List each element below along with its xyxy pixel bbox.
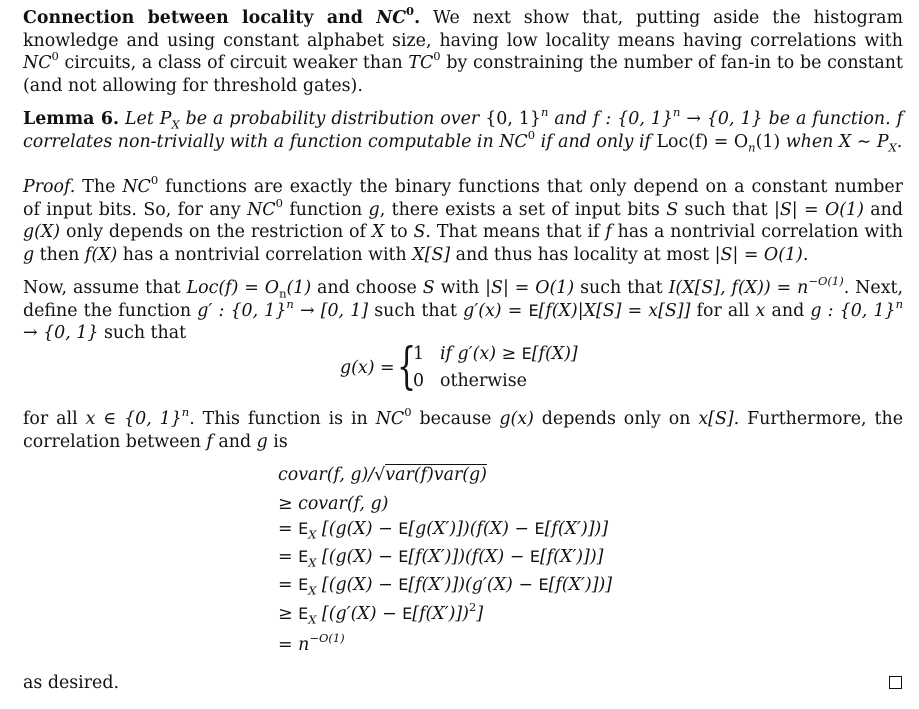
proof-paragraph-2: Now, assume that $Loc(f) = O_n(1)$ and choose S with |S| = O(1) such that I(X[S], $f(X)) = n^{-O(1)}$. Next, define the function g′ : {0, 1}$^n$ → [0, 1] such that g′(x) = E[f(X)|X[S] = x[S]] for all x and g : {0, 1}$^n$ → {0, 1} such that bbox=[23, 274, 904, 343]
paragraph-heading: Connection between locality and $NC^0$. bbox=[23, 4, 421, 28]
derivation-line-5: = $E_X$ [(g(X) − E[f(X′)])(g′(X) − E[f(X′)])] bbox=[278, 575, 613, 598]
proof-paragraph-3: for all x ∈ {0, 1}$^n$. This function is in $NC^0$ because g(x) depends only on x[S]. Furthermore, the correlation between f and g is bbox=[23, 405, 903, 452]
derivation-line-6: ≥ $E_X$ $[(g'(X) - E[f(X')])^2]$ bbox=[278, 600, 484, 627]
lemma-label: Lemma 6. bbox=[23, 109, 120, 129]
paragraph-text: We next show that, putting aside the histogram knowledge and using constant alphabet size, having low locality means having correlations with $NC^0$ circuits, a class of circuit weaker than $TC^0$ by constraining the number of fan-in to be constant (and not allowing for threshold gates). bbox=[23, 8, 903, 96]
derivation-line-3: = $E_X$ [(g(X) − E[g(X′)])(f(X) − E[f(X′)])] bbox=[278, 519, 609, 542]
cases-row-2: 0 otherwise bbox=[413, 371, 527, 391]
lemma-6 bbox=[23, 105, 903, 154]
derivation-line-4: = $E_X$ [(g(X) − E[f(X′)])(f(X) − E[f(X′)])] bbox=[278, 547, 604, 570]
proof-label: Proof. bbox=[23, 177, 76, 197]
paragraph-connection bbox=[23, 4, 903, 97]
qed-square-icon bbox=[889, 676, 902, 689]
lemma-statement: Let $P_X$ be a probability distribution over {0, 1}$^n$ and f : {0, 1}$^n$ → {0, 1} be a function. f correlates non-trivially with a function computable in $NC^0$ if and only if $Loc(f) = O_n(1)$ when X ∼ $P_X$. bbox=[23, 105, 903, 154]
cases-lhs: g(x) = bbox=[340, 358, 395, 378]
left-brace: { bbox=[397, 337, 417, 395]
cases-row-1: 1 if g′(x) ≥ E[f(X)] bbox=[413, 344, 578, 364]
closing-text: as desired. bbox=[23, 673, 119, 693]
derivation-line-2: ≥ covar(f, g) bbox=[278, 494, 389, 514]
proof-paragraph-1: Proof. The $NC^0$ functions are exactly the binary functions that only depend on a constant number of input bits. So, for any $NC^0$ function g, there exists a set of input bits S such that |S| = O(1) and g(X) only depends on the restriction of X to S. That means that if f has a nontrivial correlation with g then f(X) has a nontrivial correlation with X[S] and thus has locality at most |S| = O(1). bbox=[23, 173, 904, 265]
derivation-line-7: = $n^{-O(1)}$ bbox=[278, 631, 345, 655]
derivation-line-1: covar(f, g)/√var(f)var(g) bbox=[278, 465, 487, 485]
